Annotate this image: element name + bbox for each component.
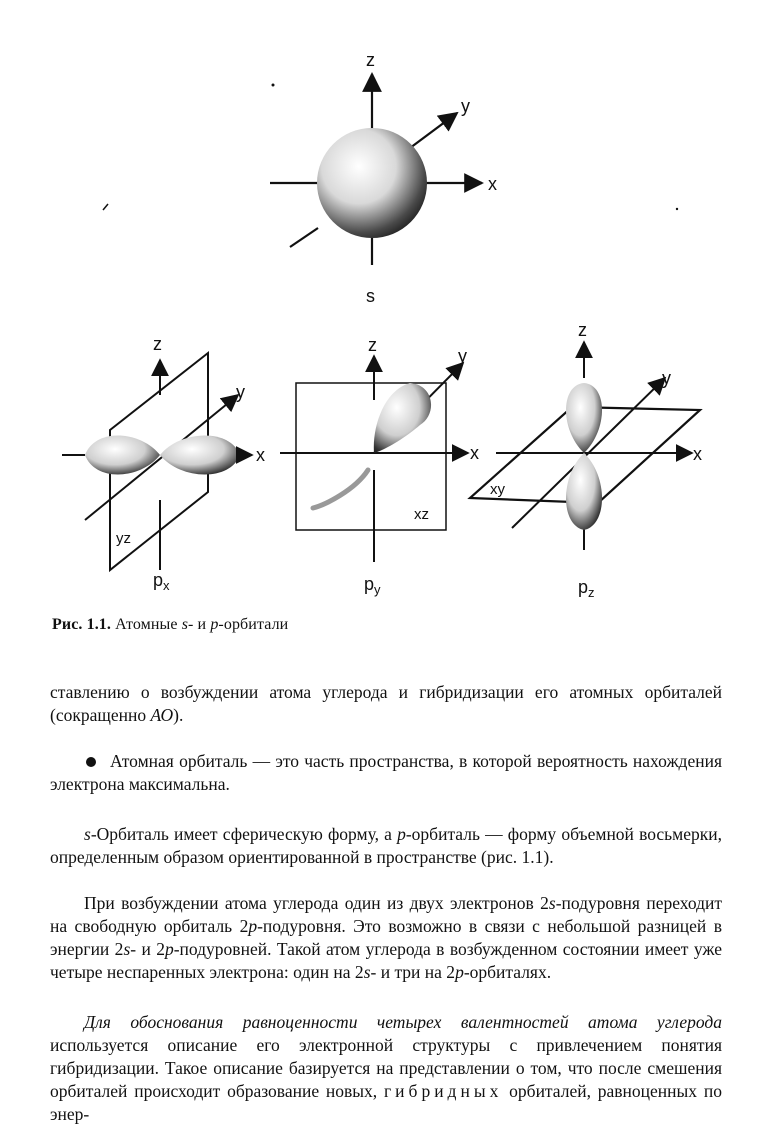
py-label: $p_y$: [364, 574, 381, 597]
paragraph-continuation: ставлению о возбуждении атома углерода и гибридизации его атомных орбиталей (сокращенно АО).: [50, 682, 722, 725]
pz-plane-label: xy: [490, 481, 505, 498]
py-axis-y: y: [458, 346, 467, 366]
s-orbital-panel: [103, 50, 678, 306]
px-axis-z: z: [153, 334, 162, 354]
pz-axis-x: x: [693, 444, 702, 464]
py-back-lobe: [313, 470, 368, 508]
pz-axis-z: z: [578, 320, 587, 340]
bullet-icon: [86, 757, 96, 767]
s-axis-x: x: [488, 174, 497, 194]
py-orbital-panel: [280, 335, 479, 597]
py-plane-label: xz: [414, 506, 429, 523]
px-axis-y: y: [236, 382, 245, 402]
py-axis-z: z: [368, 335, 377, 355]
paragraph-excitation: При возбуждении атома углерода один из двух электронов 2s-подуровня переходит на свободную орбиталь 2p-подуровня. Это возможно в связи с небольшой разницей в энергии 2s- и 2p-подуровней. Такой атом углерода в возбужденном состоянии имеет уже четыре неспаренных электрона: один на 2s- и три на 2p-орбиталях.: [50, 893, 723, 982]
figure-caption: Рис. 1.1. Атомные s- и p-орбитали: [52, 616, 289, 633]
definition-paragraph: Атомная орбиталь — это часть пространства, в которой вероятность нахождения электрона максимальна.: [50, 751, 722, 794]
px-right-lobe: [160, 435, 240, 474]
py-axis-x: x: [470, 443, 479, 463]
s-label: s: [366, 286, 375, 306]
paragraph-hybridization: Для обоснования равноценности четырех валентностей атома углерода используется описание его электронной структуры с привлечением понятия гибридизации. Такое описание базируется на представлении о том, что после смешения орбиталей происходит образование новых, гибридных орбиталей, равноценных по энер-: [50, 1012, 722, 1124]
pz-label: $p_z$: [578, 577, 595, 600]
s-axis-y: y: [461, 96, 470, 116]
py-front-lobe: [374, 383, 431, 453]
pz-top-lobe: [566, 383, 602, 453]
s-axis-z: z: [366, 50, 375, 70]
pz-orbital-panel: [470, 320, 702, 600]
px-orbital-panel: [62, 334, 265, 593]
s-orbital-sphere: [317, 128, 427, 238]
px-plane-label: yz: [116, 530, 131, 547]
pz-axis-y: y: [662, 368, 671, 388]
px-label: $p_x$: [153, 570, 170, 593]
pz-bottom-lobe: [566, 453, 602, 530]
paragraph-orbital-shapes: s-Орбиталь имеет сферическую форму, а p-орбиталь — форму объемной восьмерки, определенным образом ориентированной в пространстве (рис. 1.1).: [50, 824, 722, 867]
px-axis-x: x: [256, 445, 265, 465]
